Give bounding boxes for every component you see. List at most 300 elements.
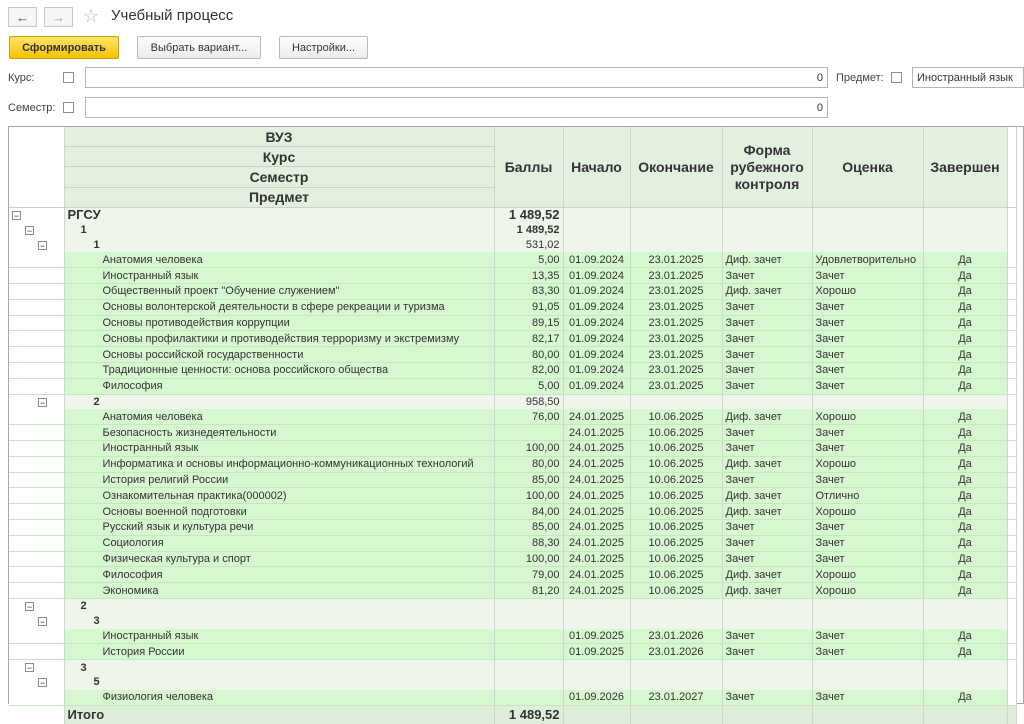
table-body — [9, 208, 1016, 706]
header-course: Курс — [64, 147, 494, 167]
control-form: Зачет — [722, 299, 812, 315]
control-form: Диф. зачет — [722, 504, 812, 520]
subject-name: Иностранный язык — [64, 629, 494, 644]
done-cell: Да — [923, 299, 1007, 315]
score-cell: 80,00 — [494, 456, 563, 472]
collapse-toggle-icon[interactable]: − — [26, 663, 33, 674]
grade-cell: Хорошо — [812, 409, 923, 424]
table-header — [9, 127, 1016, 208]
control-form: Диф. зачет — [722, 583, 812, 599]
collapse-toggle-icon[interactable]: − — [39, 240, 46, 251]
control-form: Зачет — [722, 347, 812, 363]
end-date — [630, 223, 722, 238]
back-button[interactable] — [8, 7, 37, 27]
control-form: Диф. зачет — [722, 567, 812, 583]
table-row[interactable] — [9, 567, 1016, 583]
grade-cell — [812, 598, 923, 613]
end-date: 10.06.2025 — [630, 583, 722, 599]
grade-cell — [812, 223, 923, 238]
control-form: Зачет — [722, 644, 812, 660]
page-title: Учебный процесс — [111, 7, 234, 24]
start-date — [563, 394, 630, 409]
grade-cell: Зачет — [812, 472, 923, 488]
score-cell: 80,00 — [494, 347, 563, 363]
end-date — [630, 675, 722, 690]
grade-cell: Хорошо — [812, 583, 923, 599]
tree-cell — [9, 567, 64, 583]
subject-name: Безопасность жизнедеятельности — [64, 425, 494, 441]
collapse-toggle-icon[interactable]: − — [26, 601, 33, 612]
group-row[interactable] — [9, 614, 1016, 629]
control-form: Зачет — [722, 268, 812, 284]
course-field[interactable]: 0 — [85, 67, 828, 88]
control-form: Диф. зачет — [722, 456, 812, 472]
control-form: Зачет — [722, 378, 812, 394]
done-cell: Да — [923, 535, 1007, 551]
done-cell: Да — [923, 519, 1007, 535]
end-date: 10.06.2025 — [630, 551, 722, 567]
subject-name: 3 — [64, 614, 494, 629]
grade-cell: Хорошо — [812, 504, 923, 520]
control-form: Зачет — [722, 425, 812, 441]
tree-cell — [9, 488, 64, 504]
end-date — [630, 208, 722, 223]
table-row[interactable] — [9, 409, 1016, 424]
start-date: 24.01.2025 — [563, 440, 630, 456]
score-cell: 5,00 — [494, 378, 563, 394]
grade-cell: Удовлетворительно — [812, 252, 923, 267]
score-cell — [494, 598, 563, 613]
table-row[interactable] — [9, 347, 1016, 363]
subject-name: Иностранный язык — [64, 268, 494, 284]
tree-cell — [9, 614, 64, 629]
score-cell — [494, 425, 563, 441]
start-date: 24.01.2025 — [563, 567, 630, 583]
semester-checkbox[interactable] — [63, 102, 74, 113]
done-cell: Да — [923, 456, 1007, 472]
score-cell: 1 489,52 — [494, 208, 563, 223]
tree-cell — [9, 472, 64, 488]
score-cell: 100,00 — [494, 551, 563, 567]
end-date — [630, 394, 722, 409]
start-date: 01.09.2024 — [563, 378, 630, 394]
control-form — [722, 223, 812, 238]
start-date: 01.09.2025 — [563, 644, 630, 660]
grade-cell: Зачет — [812, 425, 923, 441]
header-grade: Оценка — [812, 127, 923, 208]
done-cell: Да — [923, 283, 1007, 299]
total-row — [9, 705, 1016, 724]
end-date: 23.01.2026 — [630, 629, 722, 644]
grade-cell: Зачет — [812, 690, 923, 705]
score-cell: 85,00 — [494, 472, 563, 488]
control-form: Диф. зачет — [722, 409, 812, 424]
start-date — [563, 238, 630, 253]
done-cell — [923, 238, 1007, 253]
control-form — [722, 238, 812, 253]
subject-name: Иностранный язык — [64, 440, 494, 456]
control-form: Зачет — [722, 519, 812, 535]
subject-name: 3 — [64, 660, 494, 675]
collapse-toggle-icon[interactable]: − — [39, 677, 46, 688]
table-row[interactable] — [9, 644, 1016, 660]
start-date: 01.09.2024 — [563, 252, 630, 267]
grade-cell: Зачет — [812, 535, 923, 551]
grade-cell: Хорошо — [812, 283, 923, 299]
start-date: 24.01.2025 — [563, 519, 630, 535]
start-date: 01.09.2024 — [563, 347, 630, 363]
end-date: 10.06.2025 — [630, 535, 722, 551]
grade-cell — [812, 675, 923, 690]
done-cell — [923, 614, 1007, 629]
subject-name: Философия — [64, 567, 494, 583]
start-date: 24.01.2025 — [563, 551, 630, 567]
star-icon[interactable]: ☆ — [83, 6, 100, 26]
toolbar — [0, 36, 1024, 60]
settings-button[interactable]: Настройки... — [279, 36, 368, 59]
grade-cell: Зачет — [812, 299, 923, 315]
control-form: Диф. зачет — [722, 488, 812, 504]
tree-cell — [9, 362, 64, 378]
title-bar — [0, 0, 1024, 34]
end-date: 23.01.2026 — [630, 644, 722, 660]
start-date — [563, 614, 630, 629]
score-cell: 84,00 — [494, 504, 563, 520]
subject-name: Физиология человека — [64, 690, 494, 705]
end-date: 10.06.2025 — [630, 440, 722, 456]
subject-name: История России — [64, 644, 494, 660]
score-cell — [494, 629, 563, 644]
subject-name: Анатомия человека — [64, 252, 494, 267]
table-row[interactable] — [9, 252, 1016, 267]
grade-cell: Зачет — [812, 644, 923, 660]
subject-name: Общественный проект "Обучение служением" — [64, 283, 494, 299]
end-date: 23.01.2025 — [630, 299, 722, 315]
subject-name: Русский язык и культура речи — [64, 519, 494, 535]
collapse-toggle-icon[interactable]: − — [39, 397, 46, 408]
arrow-right-icon: → — [52, 9, 65, 25]
score-cell: 100,00 — [494, 488, 563, 504]
done-cell: Да — [923, 504, 1007, 520]
grade-cell: Зачет — [812, 629, 923, 644]
control-form: Диф. зачет — [722, 252, 812, 267]
grade-cell: Хорошо — [812, 456, 923, 472]
subject-name: 1 — [64, 223, 494, 238]
start-date: 01.09.2024 — [563, 268, 630, 284]
done-cell: Да — [923, 425, 1007, 441]
generate-button[interactable]: Сформировать — [9, 36, 119, 59]
done-cell — [923, 223, 1007, 238]
subject-checkbox[interactable] — [891, 72, 902, 83]
grade-cell — [812, 238, 923, 253]
subject-name: Философия — [64, 378, 494, 394]
tree-cell — [9, 504, 64, 520]
choose-variant-button[interactable]: Выбрать вариант... — [137, 36, 261, 59]
header-score: Баллы — [494, 127, 563, 208]
done-cell: Да — [923, 378, 1007, 394]
table-row[interactable] — [9, 535, 1016, 551]
done-cell: Да — [923, 644, 1007, 660]
control-form — [722, 614, 812, 629]
subject-name: Основы военной подготовки — [64, 504, 494, 520]
end-date: 10.06.2025 — [630, 409, 722, 424]
report-table[interactable] — [8, 126, 1024, 722]
header-vuz: ВУЗ — [64, 127, 494, 147]
table-row[interactable] — [9, 504, 1016, 520]
grade-cell: Зачет — [812, 347, 923, 363]
start-date — [563, 675, 630, 690]
tree-cell — [9, 315, 64, 331]
table-row[interactable] — [9, 315, 1016, 331]
group-row[interactable] — [9, 223, 1016, 238]
done-cell: Да — [923, 440, 1007, 456]
control-form: Зачет — [722, 331, 812, 347]
table-row[interactable] — [9, 440, 1016, 456]
end-date: 23.01.2025 — [630, 331, 722, 347]
start-date: 24.01.2025 — [563, 409, 630, 424]
score-cell — [494, 675, 563, 690]
tree-cell — [9, 519, 64, 535]
tree-cell — [9, 394, 64, 409]
tree-cell — [9, 347, 64, 363]
done-cell — [923, 394, 1007, 409]
tree-cell — [9, 409, 64, 424]
start-date: 24.01.2025 — [563, 425, 630, 441]
score-cell: 85,00 — [494, 519, 563, 535]
control-form — [722, 208, 812, 223]
grade-cell: Зачет — [812, 551, 923, 567]
control-form — [722, 675, 812, 690]
score-cell — [494, 614, 563, 629]
table-row[interactable] — [9, 378, 1016, 394]
start-date — [563, 208, 630, 223]
start-date: 01.09.2024 — [563, 299, 630, 315]
table-row[interactable] — [9, 519, 1016, 535]
start-date: 01.09.2024 — [563, 283, 630, 299]
grade-cell — [812, 394, 923, 409]
grade-cell — [812, 660, 923, 675]
control-form: Зачет — [722, 440, 812, 456]
group-row[interactable] — [9, 238, 1016, 253]
collapse-toggle-icon[interactable]: − — [13, 210, 20, 221]
control-form — [722, 598, 812, 613]
grade-cell: Зачет — [812, 362, 923, 378]
header-start: Начало — [563, 127, 630, 208]
tree-cell — [9, 551, 64, 567]
end-date: 10.06.2025 — [630, 567, 722, 583]
start-date: 01.09.2025 — [563, 629, 630, 644]
done-cell: Да — [923, 567, 1007, 583]
end-date: 23.01.2025 — [630, 347, 722, 363]
subject-name: Основы волонтерской деятельности в сфере рекреации и туризма — [64, 299, 494, 315]
course-label: Курс: — [8, 72, 35, 84]
tree-cell — [9, 675, 64, 690]
score-cell: 91,05 — [494, 299, 563, 315]
subject-field[interactable]: Иностранный язык — [912, 67, 1024, 88]
header-semester: Семестр — [64, 167, 494, 187]
done-cell: Да — [923, 409, 1007, 424]
table-row[interactable] — [9, 488, 1016, 504]
subject-name: Ознакомительная практика(000002) — [64, 488, 494, 504]
semester-label: Семестр: — [8, 102, 56, 114]
end-date: 10.06.2025 — [630, 488, 722, 504]
tree-cell — [9, 644, 64, 660]
done-cell: Да — [923, 690, 1007, 705]
end-date: 23.01.2025 — [630, 252, 722, 267]
grade-cell — [812, 208, 923, 223]
start-date — [563, 223, 630, 238]
end-date: 23.01.2025 — [630, 283, 722, 299]
subject-name: Анатомия человека — [64, 409, 494, 424]
control-form — [722, 394, 812, 409]
score-cell — [494, 690, 563, 705]
control-form: Зачет — [722, 629, 812, 644]
table-row[interactable] — [9, 551, 1016, 567]
table-row[interactable] — [9, 690, 1016, 705]
subject-label: Предмет: — [836, 72, 884, 84]
end-date: 10.06.2025 — [630, 425, 722, 441]
start-date — [563, 660, 630, 675]
grade-cell: Зачет — [812, 378, 923, 394]
subject-name: Физическая культура и спорт — [64, 551, 494, 567]
end-date: 23.01.2025 — [630, 362, 722, 378]
end-date: 23.01.2027 — [630, 690, 722, 705]
tree-cell — [9, 535, 64, 551]
tree-cell — [9, 331, 64, 347]
done-cell: Да — [923, 629, 1007, 644]
table-row[interactable] — [9, 362, 1016, 378]
tree-cell — [9, 223, 64, 238]
score-cell: 88,30 — [494, 535, 563, 551]
start-date: 01.09.2024 — [563, 315, 630, 331]
subject-name: Информатика и основы информационно-коммуникационных технологий — [64, 456, 494, 472]
group-row[interactable] — [9, 675, 1016, 690]
subject-name: РГСУ — [64, 208, 494, 223]
control-form — [722, 660, 812, 675]
forward-button[interactable] — [44, 7, 73, 27]
table-row[interactable] — [9, 268, 1016, 284]
tree-cell — [9, 252, 64, 267]
collapse-toggle-icon[interactable]: − — [39, 616, 46, 627]
tree-cell — [9, 378, 64, 394]
tree-cell — [9, 299, 64, 315]
grade-cell: Зачет — [812, 331, 923, 347]
start-date: 24.01.2025 — [563, 456, 630, 472]
done-cell: Да — [923, 488, 1007, 504]
table-row[interactable] — [9, 456, 1016, 472]
tree-cell — [9, 208, 64, 223]
end-date — [630, 660, 722, 675]
start-date: 01.09.2024 — [563, 362, 630, 378]
subject-name: 2 — [64, 598, 494, 613]
group-row[interactable] — [9, 394, 1016, 409]
table-row[interactable] — [9, 425, 1016, 441]
end-date: 23.01.2025 — [630, 378, 722, 394]
done-cell — [923, 598, 1007, 613]
done-cell: Да — [923, 331, 1007, 347]
start-date: 24.01.2025 — [563, 583, 630, 599]
done-cell — [923, 660, 1007, 675]
arrow-left-icon: ← — [16, 9, 29, 25]
grade-cell: Зачет — [812, 268, 923, 284]
start-date: 01.09.2024 — [563, 331, 630, 347]
done-cell: Да — [923, 362, 1007, 378]
group-row[interactable] — [9, 208, 1016, 223]
collapse-toggle-icon[interactable]: − — [26, 225, 33, 236]
score-cell: 13,35 — [494, 268, 563, 284]
end-date — [630, 598, 722, 613]
grade-cell: Хорошо — [812, 567, 923, 583]
subject-name: Основы профилактики и противодействия терроризму и экстремизму — [64, 331, 494, 347]
subject-name: Социология — [64, 535, 494, 551]
tree-cell — [9, 583, 64, 599]
tree-cell — [9, 598, 64, 613]
done-cell: Да — [923, 551, 1007, 567]
done-cell: Да — [923, 252, 1007, 267]
subject-name: Основы российской государственности — [64, 347, 494, 363]
control-form: Зачет — [722, 535, 812, 551]
table-row[interactable] — [9, 472, 1016, 488]
tree-cell — [9, 440, 64, 456]
tree-cell — [9, 268, 64, 284]
start-date — [563, 598, 630, 613]
header-end: Окончание — [630, 127, 722, 208]
control-form: Зачет — [722, 315, 812, 331]
header-form: Форма рубежного контроля — [722, 127, 812, 208]
header-done: Завершен — [923, 127, 1007, 208]
subject-name: 5 — [64, 675, 494, 690]
score-cell: 79,00 — [494, 567, 563, 583]
table-row[interactable] — [9, 331, 1016, 347]
table-row[interactable] — [9, 583, 1016, 599]
done-cell: Да — [923, 347, 1007, 363]
score-cell: 82,17 — [494, 331, 563, 347]
subject-name: Экономика — [64, 583, 494, 599]
score-cell: 89,15 — [494, 315, 563, 331]
end-date: 10.06.2025 — [630, 504, 722, 520]
score-cell: 531,02 — [494, 238, 563, 253]
done-cell: Да — [923, 472, 1007, 488]
start-date: 24.01.2025 — [563, 504, 630, 520]
score-cell: 83,30 — [494, 283, 563, 299]
table-row[interactable] — [9, 299, 1016, 315]
tree-cell — [9, 660, 64, 675]
grade-cell: Зачет — [812, 440, 923, 456]
table-row[interactable] — [9, 283, 1016, 299]
end-date — [630, 238, 722, 253]
semester-field[interactable]: 0 — [85, 97, 828, 118]
subject-name: История религий России — [64, 472, 494, 488]
total-label: Итого — [64, 705, 494, 724]
group-row[interactable] — [9, 598, 1016, 613]
course-checkbox[interactable] — [63, 72, 74, 83]
control-form: Зачет — [722, 362, 812, 378]
score-cell: 76,00 — [494, 409, 563, 424]
done-cell: Да — [923, 315, 1007, 331]
group-row[interactable] — [9, 660, 1016, 675]
grade-cell: Зачет — [812, 315, 923, 331]
control-form: Зачет — [722, 690, 812, 705]
score-cell — [494, 644, 563, 660]
score-cell: 81,20 — [494, 583, 563, 599]
subject-name: Традиционные ценности: основа российского общества — [64, 362, 494, 378]
table-row[interactable] — [9, 629, 1016, 644]
end-date: 10.06.2025 — [630, 456, 722, 472]
tree-cell — [9, 690, 64, 705]
done-cell — [923, 675, 1007, 690]
start-date: 24.01.2025 — [563, 472, 630, 488]
score-cell: 5,00 — [494, 252, 563, 267]
